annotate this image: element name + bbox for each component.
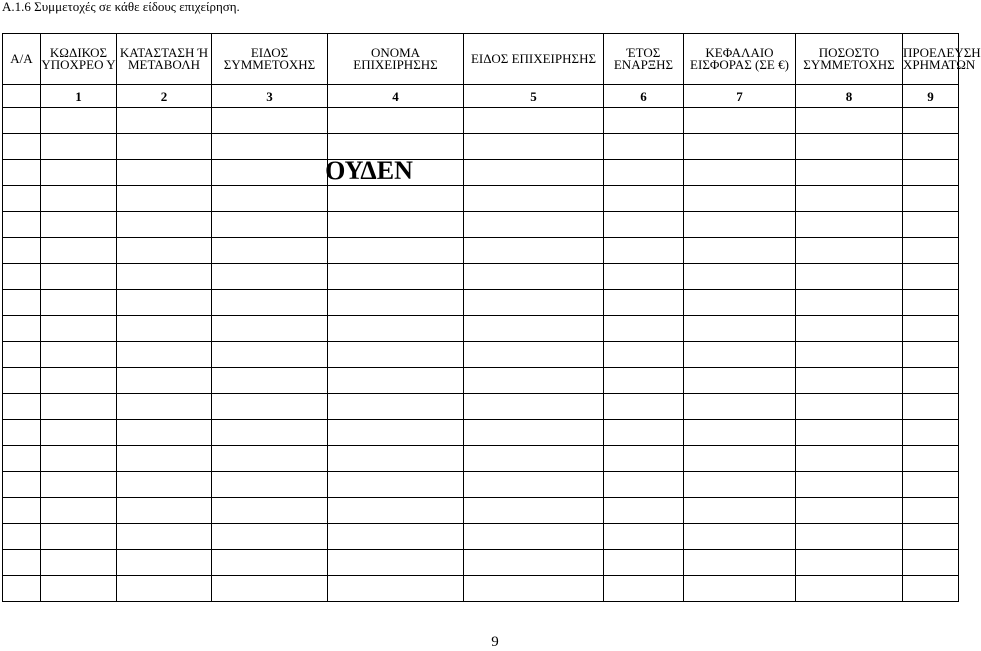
table-cell	[903, 368, 959, 394]
table-cell	[117, 368, 212, 394]
page-number: 9	[491, 634, 499, 650]
table-cell	[604, 524, 684, 550]
table-cell	[117, 498, 212, 524]
table-cell	[903, 576, 959, 602]
table-cell	[604, 238, 684, 264]
table-row	[3, 290, 959, 316]
table-cell	[41, 446, 117, 472]
table-cell	[117, 238, 212, 264]
table-cell	[464, 264, 604, 290]
table-row	[3, 550, 959, 576]
table-cell	[903, 212, 959, 238]
table-cell	[464, 394, 604, 420]
header-cell: ΚΕΦΑΛΑΙΟ ΕΙΣΦΟΡΑΣ (ΣΕ €)	[684, 34, 796, 85]
table-cell	[41, 212, 117, 238]
table-row	[3, 264, 959, 290]
table-cell	[41, 108, 117, 134]
table-cell	[212, 394, 328, 420]
table-cell	[604, 186, 684, 212]
table-cell	[3, 342, 41, 368]
table-cell	[328, 420, 464, 446]
table-cell	[464, 576, 604, 602]
column-number-cell: 2	[117, 85, 212, 108]
header-row	[3, 34, 959, 85]
table-cell	[903, 550, 959, 576]
table-row	[3, 186, 959, 212]
header-cell: ΠΟΣΟΣΤΟ ΣΥΜΜΕΤΟΧΗΣ	[796, 34, 903, 85]
table-cell	[41, 498, 117, 524]
column-number-cell	[3, 85, 41, 108]
table-row	[3, 212, 959, 238]
table-cell	[903, 394, 959, 420]
column-number-cell: 5	[464, 85, 604, 108]
table-row	[3, 134, 959, 160]
table-cell	[328, 342, 464, 368]
table-cell	[684, 238, 796, 264]
table-cell	[212, 498, 328, 524]
table-row	[3, 368, 959, 394]
table-cell	[684, 394, 796, 420]
table-cell	[41, 550, 117, 576]
table-cell	[604, 368, 684, 394]
table-cell	[464, 446, 604, 472]
table-cell	[464, 420, 604, 446]
table-cell	[328, 108, 464, 134]
header-cell: ΟΝΟΜΑ ΕΠΙΧΕΙΡΗΣΗΣ	[328, 34, 464, 85]
table-cell	[41, 316, 117, 342]
table-cell	[117, 160, 212, 186]
table-cell	[604, 316, 684, 342]
table-cell	[796, 238, 903, 264]
table-cell	[117, 316, 212, 342]
table-cell	[3, 264, 41, 290]
table-cell	[604, 290, 684, 316]
empty-rows	[3, 108, 959, 602]
table-cell	[3, 160, 41, 186]
table-cell	[328, 316, 464, 342]
table-row	[3, 342, 959, 368]
table-cell	[3, 238, 41, 264]
table-cell	[796, 108, 903, 134]
table-cell	[684, 498, 796, 524]
header-cell: ΕΙΔΟΣ ΕΠΙΧΕΙΡΗΣΗΣ	[464, 34, 604, 85]
table-cell	[212, 316, 328, 342]
table-cell	[796, 290, 903, 316]
table-cell	[684, 290, 796, 316]
table-cell	[903, 342, 959, 368]
table-cell	[903, 134, 959, 160]
participations-table	[2, 33, 981, 602]
table-cell	[903, 238, 959, 264]
table-cell	[604, 576, 684, 602]
table-cell	[328, 446, 464, 472]
column-number-row	[3, 85, 959, 108]
table-cell	[796, 186, 903, 212]
table-cell	[117, 446, 212, 472]
table-cell	[117, 134, 212, 160]
table-cell	[464, 524, 604, 550]
table-cell	[117, 290, 212, 316]
table-cell	[3, 316, 41, 342]
table-cell	[212, 264, 328, 290]
table-cell	[684, 212, 796, 238]
table-cell	[464, 134, 604, 160]
table-cell	[41, 290, 117, 316]
table-cell	[41, 342, 117, 368]
table-cell	[464, 186, 604, 212]
table-cell	[3, 108, 41, 134]
table-cell	[684, 446, 796, 472]
table-cell	[796, 472, 903, 498]
table-row	[3, 498, 959, 524]
table-cell	[464, 108, 604, 134]
table-cell	[117, 394, 212, 420]
table-cell	[604, 134, 684, 160]
table-cell	[796, 576, 903, 602]
table-cell	[41, 368, 117, 394]
table-cell	[41, 186, 117, 212]
table-cell	[684, 368, 796, 394]
table-cell	[903, 264, 959, 290]
table-cell	[328, 186, 464, 212]
table-cell	[604, 108, 684, 134]
column-number-cell: 7	[684, 85, 796, 108]
column-number-cell: 4	[328, 85, 464, 108]
table-cell	[796, 368, 903, 394]
table-cell	[903, 316, 959, 342]
table-cell	[684, 186, 796, 212]
table-cell	[604, 446, 684, 472]
table-cell	[328, 290, 464, 316]
table-cell	[41, 472, 117, 498]
table-cell	[796, 134, 903, 160]
table-cell	[3, 290, 41, 316]
table-cell	[328, 498, 464, 524]
table-cell	[684, 134, 796, 160]
table-cell	[796, 446, 903, 472]
column-number-cell: 1	[41, 85, 117, 108]
column-number-cell: 3	[212, 85, 328, 108]
table-cell	[212, 290, 328, 316]
table-cell	[41, 238, 117, 264]
table-cell	[41, 394, 117, 420]
table-cell	[3, 498, 41, 524]
table-cell	[117, 472, 212, 498]
table-cell	[117, 186, 212, 212]
table-cell	[903, 498, 959, 524]
table-cell	[328, 550, 464, 576]
table-cell	[212, 446, 328, 472]
table-cell	[684, 550, 796, 576]
table-cell	[328, 368, 464, 394]
table-cell	[41, 420, 117, 446]
table-cell	[796, 342, 903, 368]
column-number-cell: 8	[796, 85, 903, 108]
table-cell	[117, 576, 212, 602]
table-cell	[328, 576, 464, 602]
table-cell	[212, 420, 328, 446]
table-cell	[41, 160, 117, 186]
table-row	[3, 446, 959, 472]
table-cell	[464, 316, 604, 342]
table-row	[3, 420, 959, 446]
table-cell	[41, 576, 117, 602]
table-cell	[684, 342, 796, 368]
table-cell	[117, 264, 212, 290]
table-cell	[464, 212, 604, 238]
table-cell	[3, 446, 41, 472]
table-row	[3, 160, 959, 186]
table-cell	[604, 472, 684, 498]
table-cell	[328, 238, 464, 264]
table-row	[3, 316, 959, 342]
column-number-cell: 9	[903, 85, 959, 108]
table-cell	[3, 420, 41, 446]
table-cell	[903, 472, 959, 498]
table-cell	[117, 420, 212, 446]
header-cell: Α/Α	[3, 34, 41, 85]
table-cell	[796, 550, 903, 576]
table-cell	[684, 576, 796, 602]
table-cell	[212, 238, 328, 264]
table-cell	[903, 290, 959, 316]
table-cell	[684, 472, 796, 498]
table-cell	[684, 420, 796, 446]
table-cell	[464, 238, 604, 264]
table-cell	[684, 108, 796, 134]
table-cell	[604, 264, 684, 290]
table-cell	[604, 420, 684, 446]
table-cell	[328, 524, 464, 550]
table-cell	[3, 212, 41, 238]
table-cell	[903, 186, 959, 212]
table-row	[3, 238, 959, 264]
table-cell	[796, 394, 903, 420]
table-cell	[117, 108, 212, 134]
column-number-cell: 6	[604, 85, 684, 108]
table-cell	[3, 134, 41, 160]
table-cell	[604, 342, 684, 368]
table-cell	[212, 368, 328, 394]
table-cell	[41, 524, 117, 550]
table-row	[3, 576, 959, 602]
table-cell	[684, 524, 796, 550]
section-title: A.1.6 Συμμετοχές σε κάθε είδους επιχείρηση.	[2, 0, 240, 14]
table-cell	[41, 264, 117, 290]
table-cell	[796, 316, 903, 342]
table-cell	[903, 108, 959, 134]
header-cell: ΚΩΔΙΚΟΣ ΥΠΟΧΡΕΟ Υ	[41, 34, 117, 85]
table-cell	[903, 420, 959, 446]
table-cell	[212, 186, 328, 212]
header-cell: ΚΑΤΑΣΤΑΣΗ Ή ΜΕΤΑΒΟΛΗ	[117, 34, 212, 85]
table-cell	[464, 498, 604, 524]
header-cell: ΕΙΔΟΣ ΣΥΜΜΕΤΟΧΗΣ	[212, 34, 328, 85]
table-cell	[117, 342, 212, 368]
table-cell	[117, 524, 212, 550]
table-cell	[684, 264, 796, 290]
table-cell	[328, 472, 464, 498]
table-cell	[796, 420, 903, 446]
table-row	[3, 108, 959, 134]
table-cell	[328, 212, 464, 238]
table-cell	[684, 316, 796, 342]
table-cell	[796, 498, 903, 524]
table-cell	[464, 368, 604, 394]
table-cell	[604, 160, 684, 186]
table-cell	[903, 160, 959, 186]
table-row	[3, 472, 959, 498]
table-cell	[328, 394, 464, 420]
table-cell	[41, 134, 117, 160]
table-cell	[464, 160, 604, 186]
table-cell	[117, 212, 212, 238]
table-cell	[212, 550, 328, 576]
table-cell	[903, 446, 959, 472]
table-cell	[3, 472, 41, 498]
table-cell	[604, 550, 684, 576]
table-cell	[903, 524, 959, 550]
table-cell	[604, 394, 684, 420]
table-cell	[796, 212, 903, 238]
table-cell	[684, 160, 796, 186]
table-cell	[604, 498, 684, 524]
none-text: ΟΥΔΕΝ	[325, 156, 413, 185]
table-cell	[464, 550, 604, 576]
table-cell	[604, 212, 684, 238]
table-cell	[212, 212, 328, 238]
header-cell: ΠΡΟΕΛΕΥΣΗ ΧΡΗΜΑΤΩΝ	[903, 34, 959, 85]
table-cell	[464, 342, 604, 368]
table-cell	[3, 550, 41, 576]
table-row	[3, 394, 959, 420]
table-cell	[212, 108, 328, 134]
table-cell	[212, 524, 328, 550]
table-cell	[796, 160, 903, 186]
table-cell	[464, 290, 604, 316]
table-row	[3, 524, 959, 550]
table-cell	[3, 368, 41, 394]
table-cell	[3, 524, 41, 550]
table-cell	[212, 472, 328, 498]
table-cell	[796, 524, 903, 550]
table-cell	[212, 576, 328, 602]
table-cell	[117, 550, 212, 576]
header-cell: ΈΤΟΣ ΕΝΑΡΞΗΣ	[604, 34, 684, 85]
table-cell	[3, 186, 41, 212]
table-cell	[3, 394, 41, 420]
table-cell	[796, 264, 903, 290]
table-cell	[212, 342, 328, 368]
table-cell	[328, 264, 464, 290]
table-cell	[464, 472, 604, 498]
table-cell	[3, 576, 41, 602]
